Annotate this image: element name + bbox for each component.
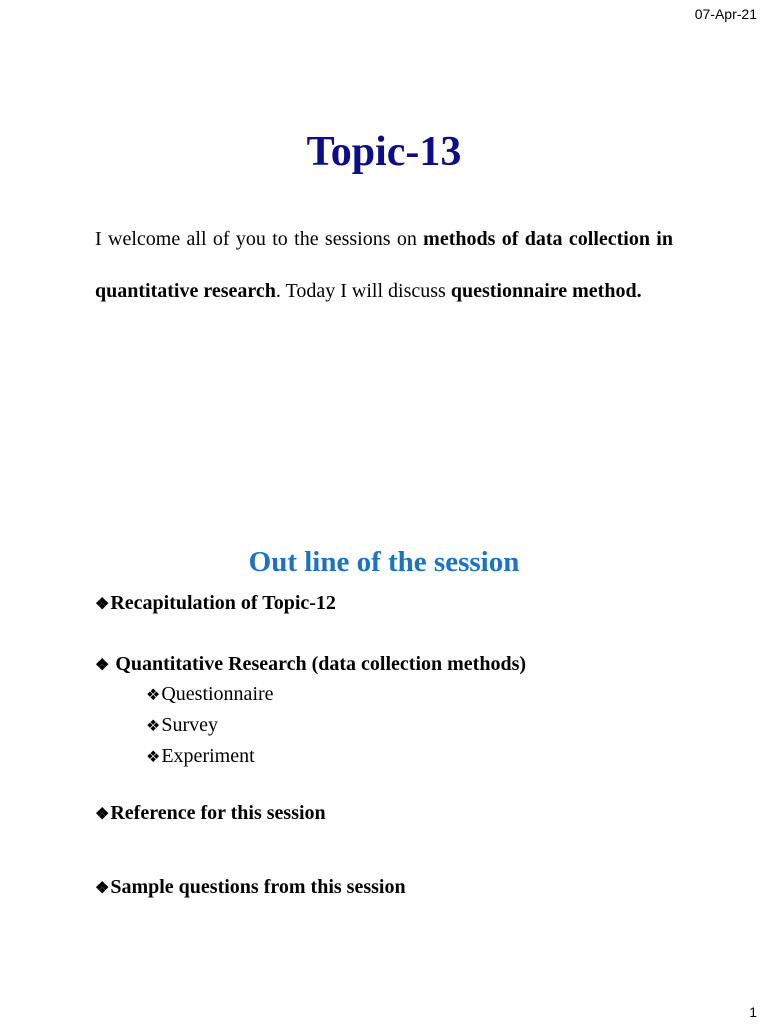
outline-item-label: Reference for this session [110, 802, 326, 824]
outline-subitem-survey [146, 714, 218, 737]
intro-emphasis-questionnaire: questionnaire method. [450, 279, 642, 302]
outline-item-quantitative-research [95, 653, 526, 676]
outline-item-recapitulation [95, 592, 336, 615]
intro-emphasis-methods: methods of data collection in quantitative research [95, 228, 673, 302]
page-number: 1 [749, 1004, 757, 1020]
diamond-bullet-icon: ❖ [95, 657, 110, 674]
intro-paragraph [95, 214, 673, 317]
outline-item-label: Survey [161, 714, 219, 736]
outline-item-label: Questionnaire [161, 683, 274, 705]
diamond-bullet-icon: ❖ [95, 806, 110, 823]
outline-heading: Out line of the session [248, 546, 520, 578]
diamond-bullet-icon: ❖ [146, 718, 161, 735]
diamond-bullet-icon: ❖ [146, 749, 161, 766]
diamond-bullet-icon: ❖ [95, 880, 110, 897]
outline-item-sample-questions [95, 876, 406, 899]
page-title: Topic-13 [306, 129, 462, 175]
intro-text: . Today I will discuss [275, 279, 451, 302]
diamond-bullet-icon: ❖ [95, 596, 110, 613]
outline-item-label: Experiment [161, 745, 255, 767]
outline-subitem-questionnaire [146, 683, 274, 706]
diamond-bullet-icon: ❖ [146, 687, 161, 704]
outline-item-label: Quantitative Research (data collection methods) [115, 653, 527, 675]
outline-item-label: Sample questions from this session [110, 876, 406, 898]
outline-subitem-experiment [146, 745, 255, 768]
outline-item-reference [95, 802, 326, 825]
intro-text: I welcome all of you to the sessions on [95, 228, 424, 250]
slide-date: 07-Apr-21 [694, 6, 757, 22]
outline-item-label: Recapitulation of Topic-12 [110, 592, 336, 614]
